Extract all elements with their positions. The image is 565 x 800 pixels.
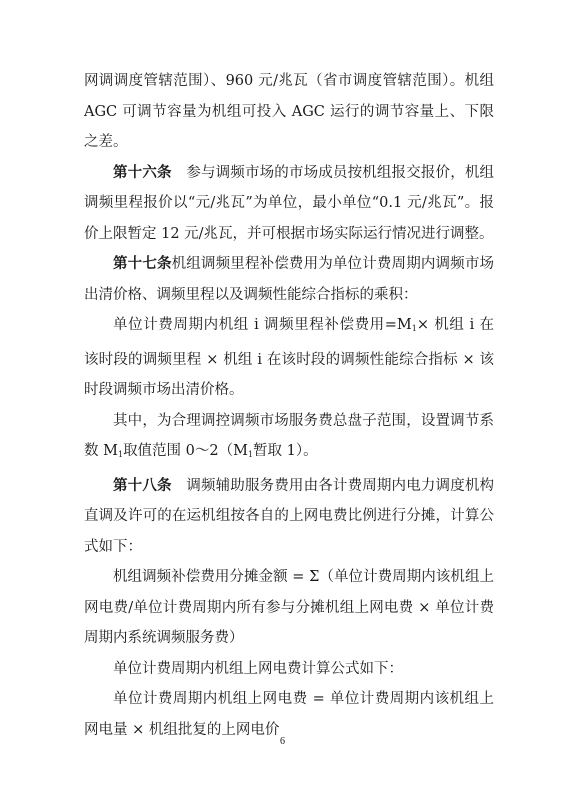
article-17	[84, 249, 494, 310]
article-18-title: 第十八条	[113, 477, 172, 494]
article-16-body: 参与调频市场的市场成员按机组报交报价，机组调频里程报价以“元/兆瓦”为单位，最小单位“0.1 元/兆瓦”。报价上限暂定 12 元/兆瓦，并可根据市场实际运行情况进行调整。	[84, 164, 495, 242]
article-18-body: 调频辅助服务费用由各计费周期内电力调度机构直调及许可的在运机组按各自的上网电费比例进行分摊，计算公式如下：	[84, 477, 495, 555]
coefficient-subscript-1: 1	[117, 450, 124, 459]
coefficient-part-b: 取值范围 0～2（M	[123, 443, 248, 459]
formula-subscript: 1	[411, 324, 417, 333]
formula-allocation: 机组调频补偿费用分摊金额 = Σ（单位计费周期内该机组上网电费/单位计费周期内所有参与分摊机组上网电费 × 单位计费周期内系统调频服务费）	[84, 569, 494, 646]
article-16	[84, 158, 494, 250]
article-17-title: 第十七条	[113, 256, 172, 272]
article-17-body: 机组调频里程补偿费用为单位计费周期内调频市场出清价格、调频里程以及调频性能综合指标的乘积：	[84, 256, 494, 303]
document-body	[84, 66, 494, 745]
coefficient-subscript-2: 1	[247, 450, 254, 459]
formula-part-b: × 机组 i 在该时段的调频里程 × 机组 i 在该时段的调频性能综合指标 × 该时段调频市场出清价格。	[84, 317, 494, 398]
paragraph-continuation: 网调调度管辖范围）、960 元/兆瓦（省市调度管辖范围）。机组 AGC 可调节容量为机组可投入 AGC 运行的调节容量上、下限之差。	[84, 73, 494, 150]
formula-part-a: 单位计费周期内机组 i 调频里程补偿费用=M	[113, 317, 412, 333]
coefficient-part-a: 其中，为合理调控调频市场服务费总盘子范围，设置调节系数 M	[84, 412, 494, 459]
coefficient-paragraph	[84, 406, 494, 471]
article-16-title: 第十六条	[113, 164, 172, 181]
formula-grid-fee: 单位计费周期内机组上网电费 = 单位计费周期内该机组上网电量 × 机组批复的上网电价	[84, 691, 494, 738]
formula-mileage-compensation	[84, 310, 494, 406]
coefficient-part-c: 暂取 1）。	[253, 443, 318, 459]
formula-intro: 单位计费周期内机组上网电费计算公式如下：	[113, 660, 403, 677]
article-18	[84, 471, 494, 563]
page-number: 6	[280, 736, 285, 747]
